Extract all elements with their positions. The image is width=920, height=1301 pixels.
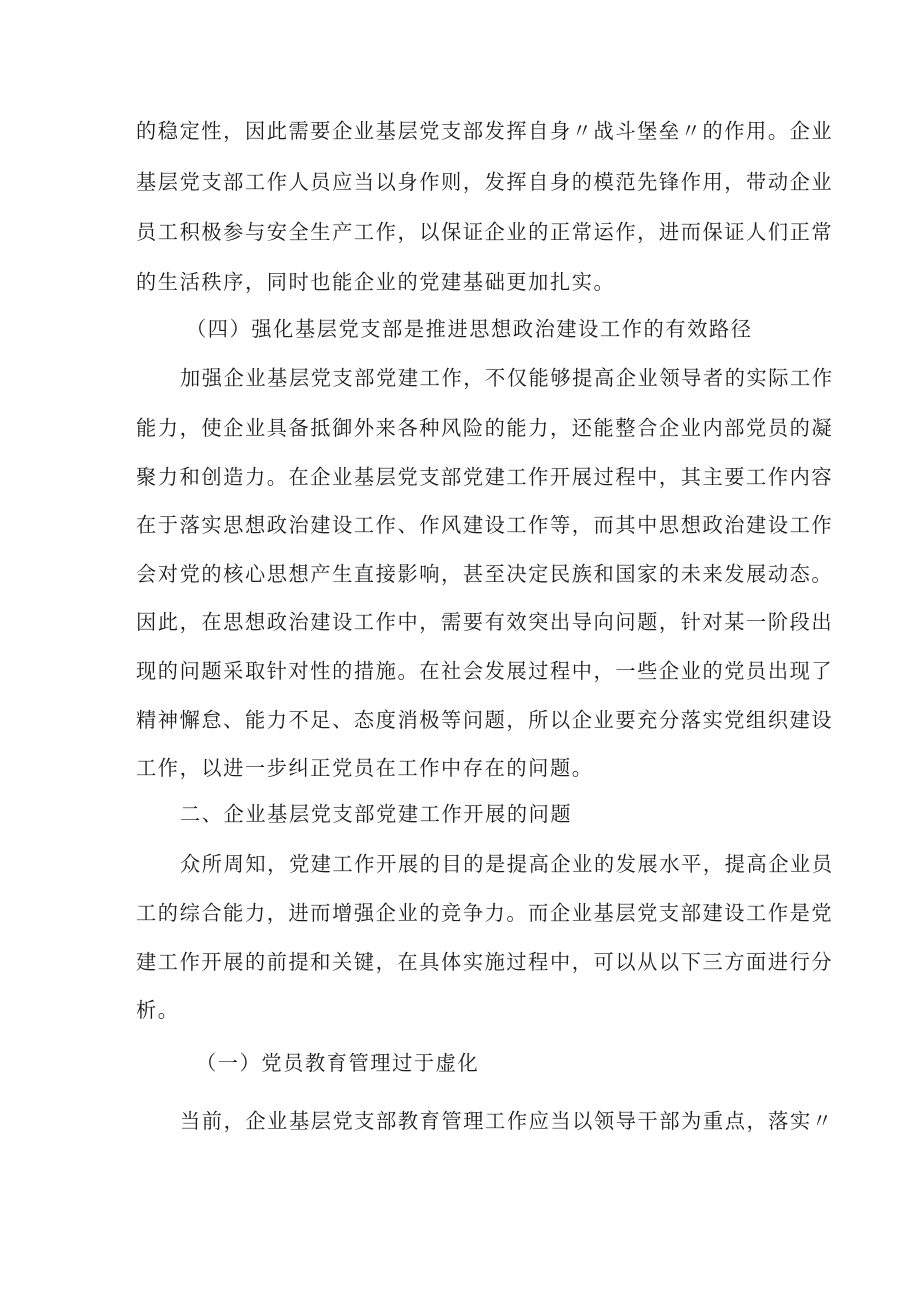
paragraph-line: 员工积极参与安全生产工作，以保证企业的正常运作，进而保证人们正常 [136,220,834,244]
section-2-heading: 二、企业基层党支部党建工作开展的问题 [180,802,573,826]
paragraph-line: 精神懈怠、能力不足、态度消极等问题，所以企业要充分落实党组织建设 [136,708,834,732]
paragraph-line: 聚力和创造力。在企业基层党支部党建工作开展过程中，其主要工作内容 [136,465,834,489]
paragraph-line: 工的综合能力，进而增强企业的竞争力。而企业基层党支部建设工作是党 [136,901,834,925]
paragraph-line: 工作，以进一步纠正党员在工作中存在的问题。 [136,756,594,780]
paragraph-line: 会对党的核心思想产生直接影响，甚至决定民族和国家的未来发展动态。 [136,562,834,586]
paragraph-line: 能力，使企业具备抵御外来各种风险的能力，还能整合企业内部党员的凝 [136,416,834,440]
subheading-1: （一）党员教育管理过于虚化 [196,1051,480,1075]
subheading-4: （四）强化基层党支部是推进思想政治建设工作的有效路径 [186,317,753,341]
paragraph-line: 当前，企业基层党支部教育管理工作应当以领导干部为重点，落实〃 [180,1109,834,1133]
paragraph-line: 的稳定性，因此需要企业基层党支部发挥自身〃战斗堡垒〃的作用。企业 [136,119,834,143]
paragraph-line: 建工作开展的前提和关键，在具体实施过程中，可以从以下三方面进行分 [136,950,834,974]
paragraph-line: 现的问题采取针对性的措施。在社会发展过程中，一些企业的党员出现了 [136,659,834,683]
paragraph-line: 众所周知，党建工作开展的目的是提高企业的发展水平，提高企业员 [180,852,834,876]
paragraph-line: 基层党支部工作人员应当以身作则，发挥自身的模范先锋作用，带动企业 [136,170,834,194]
paragraph-line: 因此，在思想政治建设工作中，需要有效突出导向问题，针对某一阶段出 [136,610,834,634]
paragraph-line: 析。 [136,998,180,1022]
paragraph-line: 的生活秩序，同时也能企业的党建基础更加扎实。 [136,270,616,294]
paragraph-line: 在于落实思想政治建设工作、作风建设工作等，而其中思想政治建设工作 [136,513,834,537]
paragraph-line: 加强企业基层党支部党建工作，不仅能够提高企业领导者的实际工作 [180,366,834,390]
